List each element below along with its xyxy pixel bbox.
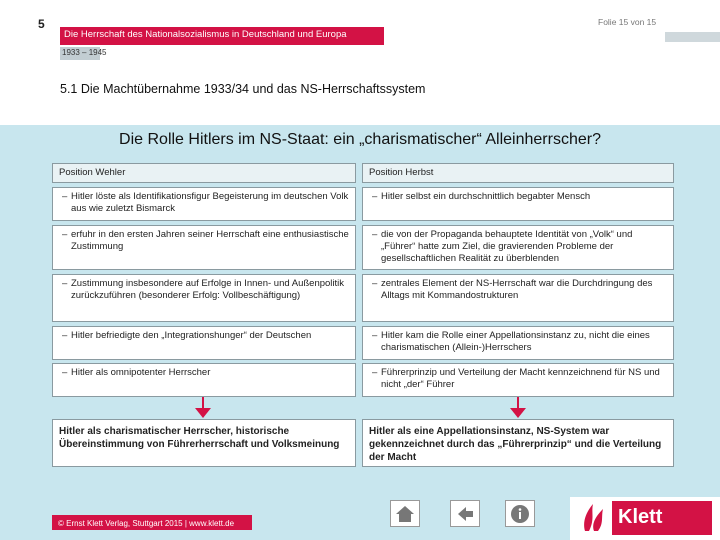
cell-text: die von der Propaganda behauptete Identität von „Volk“ und „Führer“ hatte zum Ziel, die gravierenden Probleme der gesellschaftlichen Realität zu überblenden (381, 229, 633, 264)
bullet-dash: – (62, 330, 68, 341)
table-cell (362, 326, 674, 360)
klett-logo-text: Klett (618, 506, 663, 528)
bullet-dash: – (62, 191, 68, 202)
conclusion-herbst: Hitler als eine Appellationsinstanz, NS-System war gekennzeichnet durch das „Führerprinzip“ und die Verteilung der Macht (362, 419, 674, 467)
table-cell (52, 363, 356, 397)
bullet-dash: – (62, 278, 68, 289)
bullet-dash: – (372, 229, 378, 240)
series-title: Die Herrschaft des Nationalsozialismus in Deutschland und Europa (64, 29, 347, 40)
cell-text: Hitler löste als Identifikationsfigur Begeisterung im deutschen Volk aus wie zuletzt Bismarck (71, 191, 349, 214)
column-header-herbst: Position Herbst (362, 163, 674, 183)
slide-counter: Folie 15 von 15 (598, 17, 657, 27)
table-cell (362, 225, 674, 270)
cell-text: zentrales Element der NS-Herrschaft war die Durchdringung des Alltags mit Kommandostrukturen (381, 278, 653, 301)
info-button[interactable] (505, 500, 535, 527)
info-icon (510, 504, 530, 524)
main-title: Die Rolle Hitlers im NS-Staat: ein „charismatischer“ Alleinherrscher? (119, 131, 601, 148)
arrow-down-icon (505, 397, 531, 419)
bullet-dash: – (372, 278, 378, 289)
cell-text: Hitler als omnipotenter Herrscher (71, 367, 211, 378)
bullet-dash: – (372, 330, 378, 341)
table-cell (362, 363, 674, 397)
back-button[interactable] (450, 500, 480, 527)
period-label: 1933 – 1945 (62, 48, 107, 57)
home-icon (395, 505, 415, 523)
cell-text: erfuhr in den ersten Jahren seiner Herrschaft eine enthusiastische Zustimmung (71, 229, 349, 252)
home-button[interactable] (390, 500, 420, 527)
table-cell (52, 326, 356, 360)
conclusion-wehler: Hitler als charismatischer Herrscher, historische Übereinstimmung von Führerherrschaft und Volksmeinung (52, 419, 356, 467)
klett-logo-mark (577, 501, 609, 535)
cell-text: Hitler kam die Rolle einer Appellationsinstanz zu, nicht die eines charismatischen (Allein-)Herrschers (381, 330, 650, 353)
table-cell (362, 274, 674, 322)
section-title: 5.1 Die Machtübernahme 1933/34 und das NS-Herrschaftssystem (60, 82, 426, 96)
cell-text: Hitler selbst ein durchschnittlich begabter Mensch (381, 191, 591, 202)
bullet-dash: – (62, 229, 68, 240)
column-header-wehler: Position Wehler (52, 163, 356, 183)
bullet-dash: – (372, 191, 378, 202)
chapter-number: 5 (38, 17, 45, 31)
table-cell (52, 187, 356, 221)
cell-text: Führerprinzip und Verteilung der Macht kennzeichnend für NS und nicht „der“ Führer (381, 367, 660, 390)
table-cell (52, 274, 356, 322)
back-icon (455, 505, 475, 523)
arrow-down-icon (190, 397, 216, 419)
cell-text: Zustimmung insbesondere auf Erfolge in Innen- und Außenpolitik zurückzuführen (besonderer Erfolg: Vollbeschäftigung) (71, 278, 345, 301)
table-cell (52, 225, 356, 270)
bullet-dash: – (62, 367, 68, 378)
table-cell (362, 187, 674, 221)
corner-decoration (665, 32, 720, 42)
cell-text: Hitler befriedigte den „Integrationshunger“ der Deutschen (71, 330, 312, 341)
copyright: © Ernst Klett Verlag, Stuttgart 2015 | www.klett.de (58, 519, 235, 528)
bullet-dash: – (372, 367, 378, 378)
